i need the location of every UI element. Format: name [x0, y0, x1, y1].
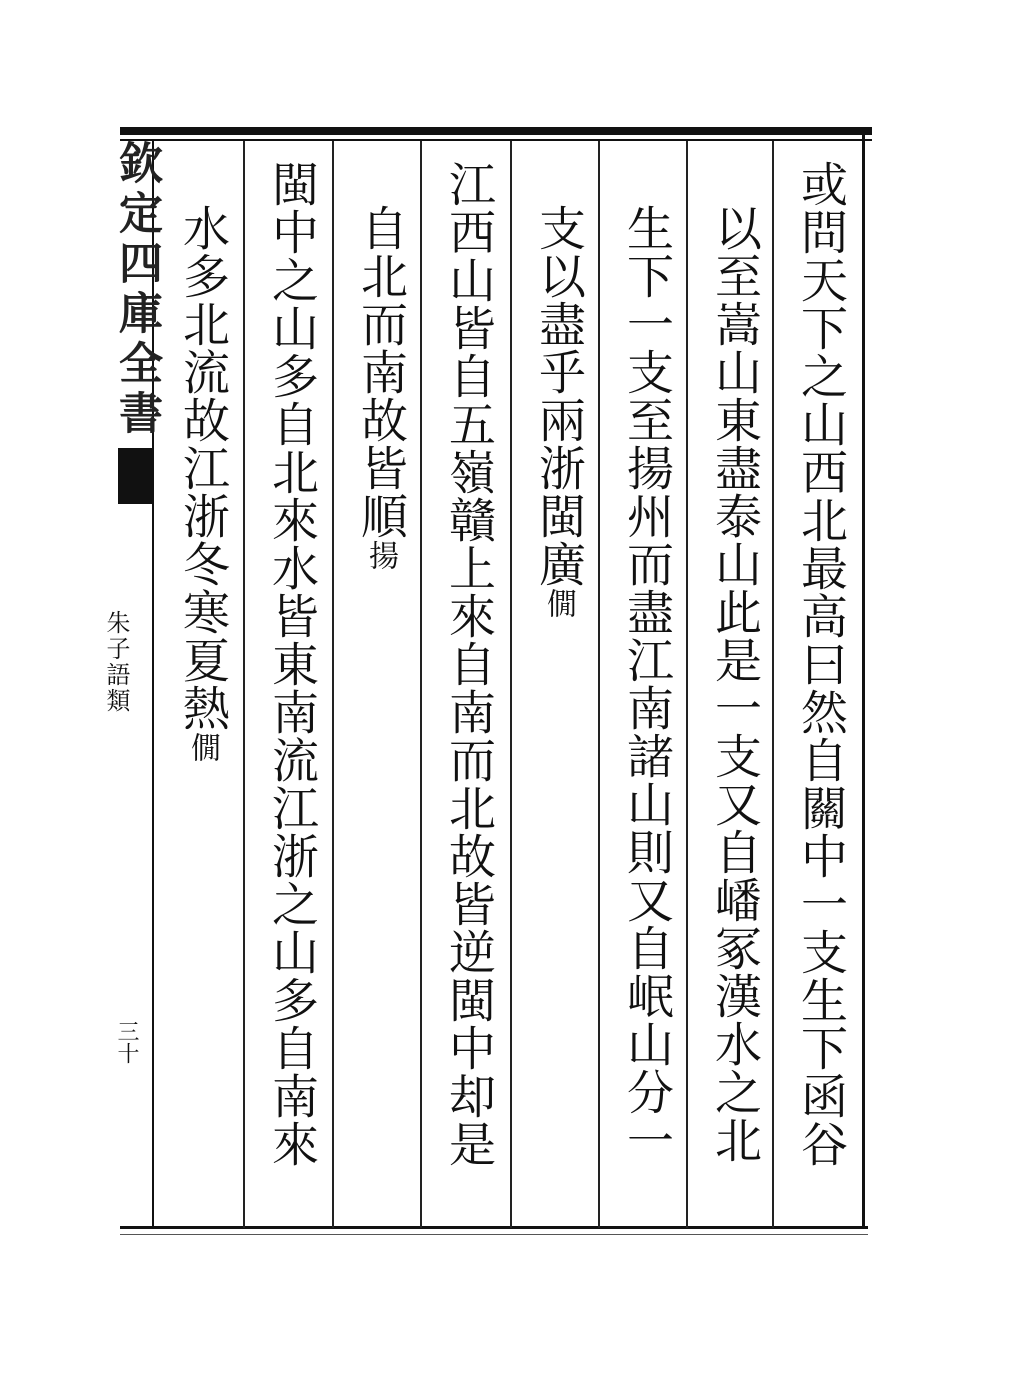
text-column-5	[438, 160, 498, 1168]
text-column-2	[704, 204, 764, 1164]
top-border-rule	[120, 127, 872, 135]
attribution-note: 僩	[541, 588, 576, 618]
bottom-border-rule	[120, 1226, 868, 1229]
text-column-7	[261, 160, 321, 1168]
column-text: 生下一支至揚州而盡江南諸山則又自岷山分一	[619, 204, 674, 1164]
column-text: 自北而南故皆順	[353, 204, 408, 540]
column-divider	[598, 141, 600, 1228]
column-divider	[332, 141, 334, 1228]
column-text: 閩中之山多自北來水皆東南流江浙之山多自南來	[264, 160, 319, 1168]
column-text: 支以盡乎兩浙閩廣	[531, 204, 586, 588]
book-title: 朱子語類	[102, 610, 130, 714]
series-title: 欽定四庫全書	[111, 140, 162, 440]
attribution-note: 揚	[363, 540, 398, 570]
fishtail-block	[118, 448, 152, 504]
top-border-inner-rule	[120, 139, 872, 141]
column-divider	[686, 141, 688, 1228]
column-divider	[510, 141, 512, 1228]
bottom-border-inner-rule	[120, 1234, 868, 1235]
page-number: 三十	[114, 1020, 139, 1064]
column-text: 江西山皆自五嶺贛上來自南而北故皆逆閩中却是	[441, 160, 496, 1168]
right-border-rule	[862, 127, 865, 1229]
column-text: 水多北流故江浙冬寒夏熱	[175, 204, 230, 732]
text-column-4	[528, 204, 588, 618]
column-text: 以至嵩山東盡泰山此是一支又自嶓冢漢水之北	[707, 204, 762, 1164]
text-column-6	[350, 204, 410, 570]
column-divider	[243, 141, 245, 1228]
column-text: 或問天下之山西北最高曰然自關中一支生下函谷	[793, 160, 848, 1168]
column-divider	[772, 141, 774, 1228]
column-divider	[420, 141, 422, 1228]
text-column-1	[790, 160, 850, 1168]
attribution-note: 僩	[185, 732, 220, 762]
text-column-8	[172, 204, 232, 762]
text-column-3	[616, 204, 676, 1164]
